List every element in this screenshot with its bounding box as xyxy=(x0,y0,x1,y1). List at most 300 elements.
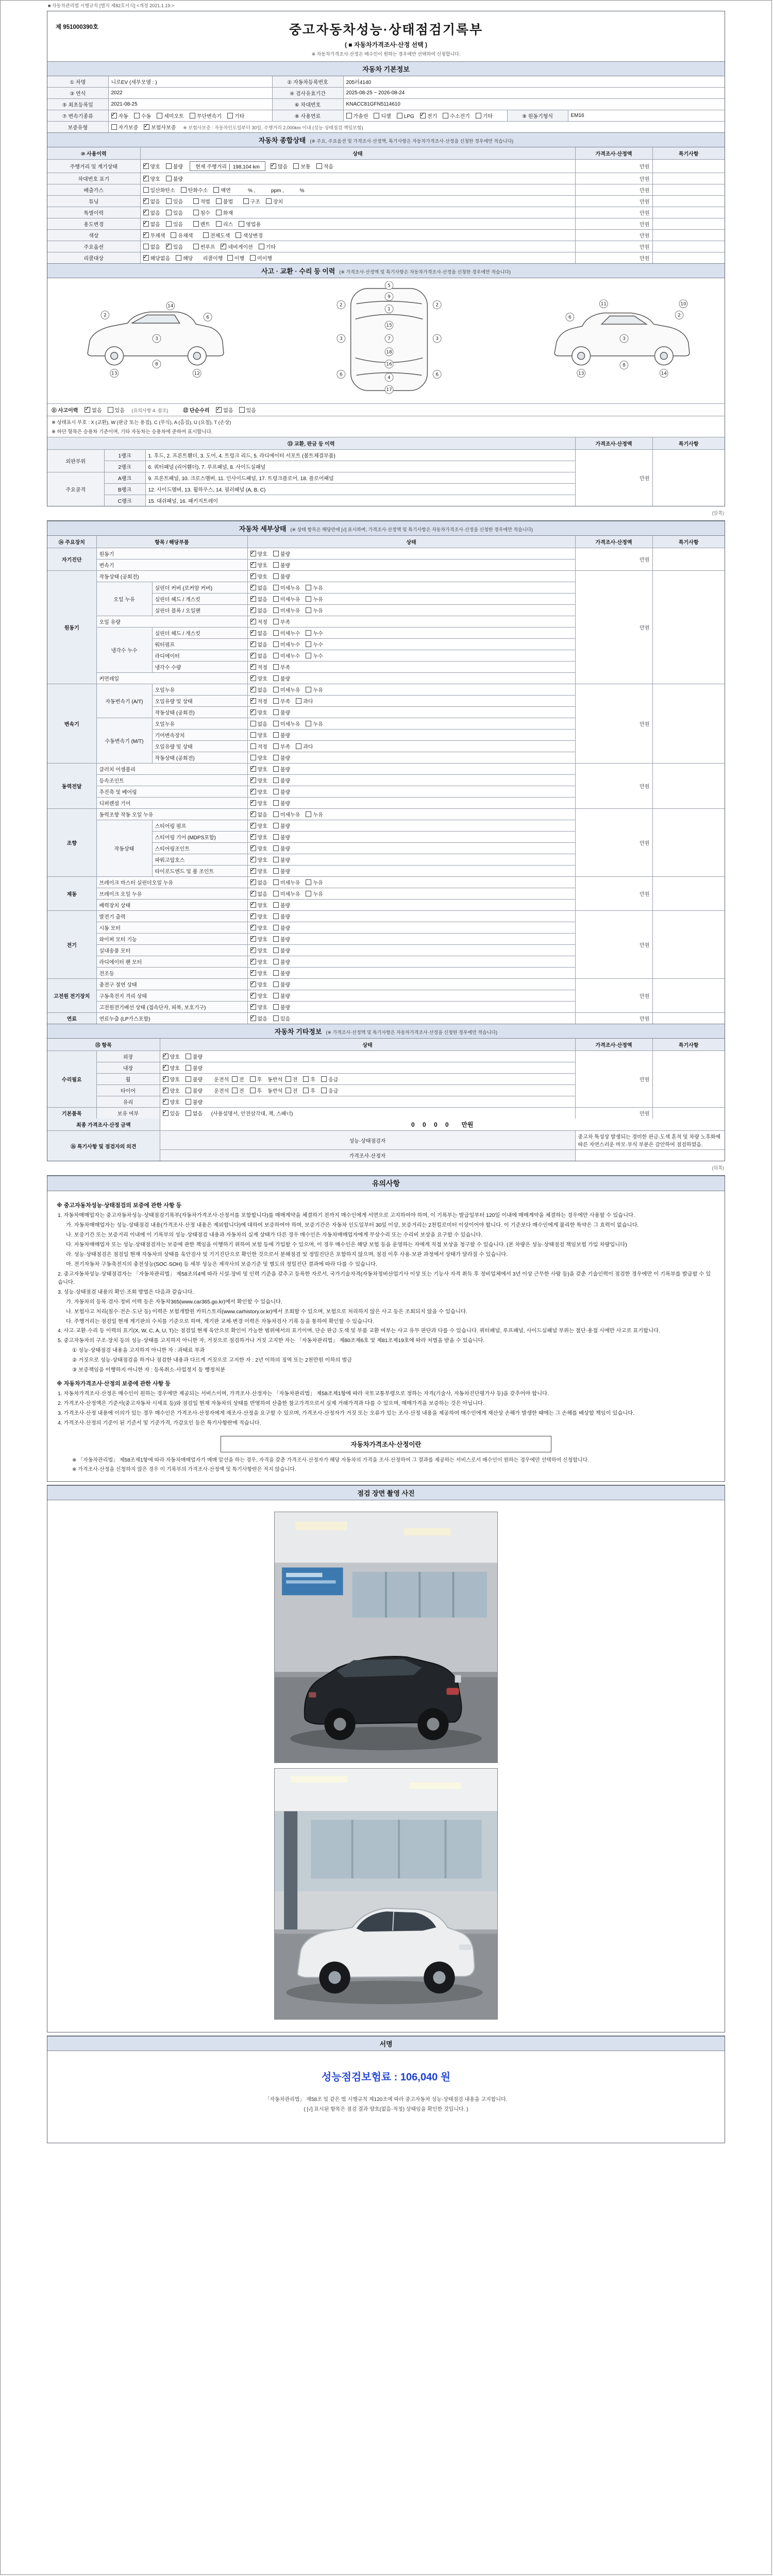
checkbox-option: ✓ 무채색 xyxy=(143,231,165,239)
item-label: 디퍼렌셜 기어 xyxy=(96,798,247,809)
usage-label: 주행거리 및 계기상태 xyxy=(47,160,140,173)
col-price: 가격조사·산정액 xyxy=(575,437,652,450)
col-note: 특기사항 xyxy=(652,147,725,160)
note-cell xyxy=(652,218,725,230)
checkbox-option: 불량 xyxy=(273,708,290,716)
title-note: ※ 자동차가격조사·산정은 매수인이 원하는 경우에만 선택하여 신청합니다. xyxy=(311,52,461,57)
item-label: 클러치 어셈블리 xyxy=(96,764,247,775)
checkbox xyxy=(303,1076,309,1082)
checkbox xyxy=(250,834,256,840)
checkbox-option: ✓ 양호 xyxy=(250,924,267,931)
accident-history-row xyxy=(47,404,725,416)
checkbox-option: ✓ 없음 xyxy=(143,197,160,205)
checkbox-option: ✓ 양호 xyxy=(250,765,267,773)
notice-line: 나. 보증기간 또는 보증거리 이내에 이 기록부의 성능·상태점검 내용과 자동차의 실제 상태가 다른 경우 매수인은 자동차매매업자에게 무상수리 또는 수리비 보상을 요구할 수 있습니다. xyxy=(66,1232,483,1238)
checkbox-option: 불량 xyxy=(273,901,290,909)
checkbox-option: 미세누유 xyxy=(273,606,300,614)
status-options xyxy=(247,605,575,616)
device-group-label: 변속기 xyxy=(47,684,96,764)
rank-parts: 12. 사이드멤버, 13. 휠하우스, 14. 필러패널 (A, B, C) xyxy=(145,484,575,495)
checkbox-option: 과다 xyxy=(296,697,313,705)
sheet-basic xyxy=(47,11,725,506)
checkbox xyxy=(306,630,311,636)
col-item: 항목 / 해당부품 xyxy=(96,536,247,548)
usage-row xyxy=(47,207,725,218)
checkbox-option: 부족 xyxy=(273,742,290,750)
price-cell: 만원 xyxy=(575,571,652,684)
svg-text:3: 3 xyxy=(155,336,158,342)
checkbox-option: 불량 xyxy=(273,935,290,943)
checkbox xyxy=(193,210,199,215)
checkbox xyxy=(306,607,311,613)
checkbox-option: 있음 xyxy=(273,1014,290,1022)
svg-text:6: 6 xyxy=(339,372,343,378)
insurance-fee-label: 성능점검보험료 : xyxy=(321,2072,398,2083)
usage-label: 주요옵션 xyxy=(47,241,140,252)
opinion-who: 가격조사·산정자 xyxy=(160,1150,575,1161)
checkbox xyxy=(316,163,322,169)
checkbox-option: LPG xyxy=(397,113,414,120)
checkbox xyxy=(273,630,279,636)
field-label: ⑧ 사용연료 xyxy=(272,110,343,122)
note-cell xyxy=(652,184,725,196)
checkbox xyxy=(157,113,162,118)
item-label: 오일 유량 xyxy=(96,616,247,628)
basic-row xyxy=(47,88,725,99)
checkbox xyxy=(250,913,256,919)
checkbox-option: 전체도색 xyxy=(203,231,230,239)
checkbox xyxy=(250,551,256,556)
checkbox-option: 있음 xyxy=(166,197,183,205)
price-cell: 만원 xyxy=(575,764,652,809)
checkbox-option: ✓ 있음 xyxy=(166,243,183,250)
checkbox xyxy=(250,993,256,998)
detail-header-row xyxy=(47,536,725,548)
checkbox xyxy=(250,1076,256,1082)
checkbox-option: ✓ 양호 xyxy=(250,901,267,909)
checkbox-option: 후 xyxy=(303,1087,315,1094)
checkbox xyxy=(250,675,256,681)
checkbox xyxy=(273,891,279,896)
checkbox-option: 누유 xyxy=(306,595,323,603)
svg-text:12: 12 xyxy=(194,371,200,377)
checkbox xyxy=(143,198,149,204)
status-options xyxy=(247,718,575,730)
checkbox-option: 영업용 xyxy=(239,220,261,228)
notice-line: ※ 자동차가격조사·산정의 보증에 관한 사항 등 xyxy=(57,1381,171,1387)
item-label: 전조등 xyxy=(96,968,247,979)
checkbox-option: ✓ 양호 xyxy=(250,776,267,784)
rank-parts: 15. 대쉬패널, 16. 패키지트레이 xyxy=(145,495,575,506)
checkbox-option: ✓ 없음 xyxy=(250,1014,267,1022)
status-options xyxy=(247,832,575,843)
checkbox xyxy=(227,113,233,118)
checkbox xyxy=(250,857,256,862)
field-label: ⑨ 원동기형식 xyxy=(507,110,568,122)
checkbox xyxy=(273,1015,279,1021)
checkbox-option: 불량 xyxy=(273,867,290,875)
insurance-fee-value: 106,040 원 xyxy=(400,2072,451,2083)
status-options xyxy=(247,900,575,911)
detail-row xyxy=(47,764,725,775)
col-price: 가격조사·산정액 xyxy=(575,536,652,548)
item-label: 타이어 xyxy=(96,1085,160,1096)
checkbox xyxy=(250,755,256,760)
checkbox xyxy=(285,1088,291,1093)
accident-history-options xyxy=(85,408,130,414)
detail-row xyxy=(47,684,725,696)
fuel-options xyxy=(343,110,507,122)
accident-history-label: ⑪ 사고이력 xyxy=(52,408,78,414)
checkbox xyxy=(273,1004,279,1010)
signature-legal-line: 「자동차관리법」 제58조 및 같은 법 시행규칙 제120조에 따라 중고자동차 성능·상태점검 내용을 고지합니다. xyxy=(264,2097,508,2103)
usage-state xyxy=(140,218,575,230)
checkbox xyxy=(250,585,256,590)
checkbox xyxy=(166,210,172,215)
inline-text: (사용설명서, 안전삼각대, 잭, 스패너) xyxy=(208,1111,293,1117)
item-label: 외장 xyxy=(96,1051,160,1062)
item-label: 작동상태 (공회전) xyxy=(152,752,247,764)
checkbox-option: 미세누수 xyxy=(273,640,300,648)
device-group-label: 자기진단 xyxy=(47,548,96,571)
item-label: 충전구 절연 상태 xyxy=(96,979,247,990)
checkbox-option: ✓ 양호 xyxy=(163,1064,180,1072)
checkbox xyxy=(273,959,279,964)
rank-legend: ※ 하단 항목은 승용차 기준이며, 기타 자동차는 승용차에 준하여 표시합니다. xyxy=(52,429,213,435)
device-group-label: 조향 xyxy=(47,809,96,877)
checkbox xyxy=(111,113,117,118)
rank-category: 외판부위 xyxy=(47,450,104,472)
checkbox-option: 불량 xyxy=(273,754,290,761)
col-note: 특기사항 xyxy=(652,1039,725,1051)
checkbox-option: 불량 xyxy=(273,765,290,773)
usage-label: 용도변경 xyxy=(47,218,140,230)
status-options xyxy=(247,956,575,968)
checkbox xyxy=(186,1054,191,1059)
device-group-label: 동력전달 xyxy=(47,764,96,809)
vin: KNACC81GFN5114610 xyxy=(343,99,725,110)
checkbox-option: 불량 xyxy=(186,1064,203,1072)
checkbox-option: 전 xyxy=(232,1087,244,1094)
basic-row xyxy=(47,122,725,133)
checkbox-option: ✓ 없음 xyxy=(216,406,233,414)
checkbox-option: 불량 xyxy=(273,1003,290,1011)
checkbox-option: ✓ 양호 xyxy=(250,935,267,943)
checkbox xyxy=(273,993,279,998)
checkbox-option: 누수 xyxy=(306,629,323,637)
checkbox-option: 미세누유 xyxy=(273,584,300,591)
item-label: 라디에이터 팬 모터 xyxy=(96,956,247,968)
checkbox-option: 누수 xyxy=(306,640,323,648)
item-label: 오일유량 및 상태 xyxy=(152,741,247,752)
device-group-label: 연료 xyxy=(47,1013,96,1024)
price-cell: 만원 xyxy=(575,979,652,1013)
status-options xyxy=(247,968,575,979)
checkbox xyxy=(193,198,199,204)
item-label: 휠 xyxy=(96,1074,160,1085)
item-label: 파워고압호스 xyxy=(152,854,247,866)
opinion-label: ⑯ 특기사항 및 점검자의 의견 xyxy=(47,1131,160,1161)
checkbox-option: 불량 xyxy=(186,1098,203,1106)
price-cell: 만원 xyxy=(575,252,652,264)
checkbox-option: 디젤 xyxy=(374,112,391,120)
checkbox-option: ✓ 전기 xyxy=(420,112,437,120)
checkbox xyxy=(306,721,311,726)
checkbox xyxy=(144,124,149,130)
item-label: 브레이크 마스터 실린더오일 누유 xyxy=(96,877,247,888)
checkbox xyxy=(271,163,276,169)
note-cell xyxy=(652,196,725,207)
item-label: 연료누출 (LP가스포함) xyxy=(96,1013,247,1024)
notice-line: 3. 가격조사·산정 내용에 이의가 있는 경우 매수인은 가격조사·산정자에게 재조사·산정을 요구할 수 있으며, 가격조사·산정자가 거짓 또는 오류가 있는 조사·산정 내용을 제공하여 매수인에게 재산상 손해가 발생한 때에는 그 손해를 배상할 책임이 있습니다. xyxy=(58,1411,635,1417)
status-options xyxy=(160,1096,575,1108)
status-options xyxy=(247,696,575,707)
signature-body xyxy=(47,2051,725,2143)
checkbox-option: 유채색 xyxy=(171,231,193,239)
transmission-options xyxy=(108,110,272,122)
checkbox xyxy=(273,607,279,613)
checkbox-option: 무단변속기 xyxy=(190,112,222,120)
checkbox-option: 탄화수소 xyxy=(181,186,208,194)
svg-text:13: 13 xyxy=(111,371,117,377)
col-state: 상태 xyxy=(247,536,575,548)
inline-text xyxy=(239,199,243,205)
item-label: 동력조향 작동 오일 누유 xyxy=(96,809,247,820)
price-cell: 만원 xyxy=(575,230,652,241)
checkbox xyxy=(143,221,149,227)
rank-header-row xyxy=(47,437,725,450)
warranty-note: ※ 보험사보증 : 자동차인도일부터 30일, 주행거리 2,000km 이내 (성능·상태점검 책임보험) xyxy=(183,125,363,130)
usage-state xyxy=(140,173,575,184)
sub-group-label: 자동변속기 (A/T) xyxy=(96,684,152,718)
svg-text:11: 11 xyxy=(600,301,607,307)
usage-row xyxy=(47,160,725,173)
svg-text:2: 2 xyxy=(104,313,107,318)
status-options xyxy=(247,888,575,900)
checkbox-option: 이행 xyxy=(227,254,244,262)
checkbox xyxy=(143,244,149,249)
checkbox xyxy=(273,777,279,783)
checkbox-option: 수동 xyxy=(134,112,151,120)
checkbox xyxy=(273,981,279,987)
checkbox-option: ✓ 양호 xyxy=(163,1075,180,1083)
checkbox-option: 응급 xyxy=(321,1075,338,1083)
field-label: ④ 검사유효기간 xyxy=(272,88,343,99)
price-cell: 만원 xyxy=(575,877,652,911)
checkbox-option: ✓ 해당없음 xyxy=(143,254,171,262)
status-options xyxy=(247,866,575,877)
checkbox-option: 적정 xyxy=(250,742,267,750)
checkbox xyxy=(250,970,256,976)
checkbox xyxy=(250,789,256,794)
checkbox-option: ✓ 양호 xyxy=(143,175,160,182)
checkbox-option: 미세누수 xyxy=(273,652,300,659)
basic-row xyxy=(47,76,725,88)
usage-state xyxy=(140,196,575,207)
checkbox xyxy=(171,232,176,238)
checkbox-option: ✓ 없음 xyxy=(250,629,267,637)
checkbox xyxy=(193,221,199,227)
checkbox-option: 누유 xyxy=(306,606,323,614)
checkbox xyxy=(273,925,279,930)
item-label: 라디에이터 xyxy=(152,650,247,662)
checkbox xyxy=(216,210,222,215)
car-damage-diagram xyxy=(49,281,729,398)
checkbox-option: 가솔린 xyxy=(346,112,368,120)
checkbox-option: 양호 xyxy=(250,731,267,739)
notice-line: 나. 보험사고 처리(침수·전손·도난 등) 이력은 보험개발원 카히스토리(www.carhistory.or.kr)에서 조회할 수 있으며, 보험으로 처리하지 않은 사고 등은 조회되지 않을 수 있습니다. xyxy=(66,1309,467,1315)
checkbox-option: 화재 xyxy=(216,209,233,216)
checkbox xyxy=(250,743,256,749)
checkbox xyxy=(216,221,222,227)
item-label: 스티어링 펌프 xyxy=(152,820,247,832)
device-group-label: 전기 xyxy=(47,911,96,979)
checkbox-option: ✓ 양호 xyxy=(250,946,267,954)
item-label: 냉각수 수량 xyxy=(152,662,247,673)
checkbox xyxy=(273,653,279,658)
checkbox-option: 기타 xyxy=(476,112,493,120)
checkbox xyxy=(306,687,311,692)
first-registration-date: 2021-08-25 xyxy=(108,99,272,110)
checkbox-option: 있음 xyxy=(108,406,125,414)
checkbox-option: 불량 xyxy=(273,912,290,920)
checkbox-option: 불량 xyxy=(273,980,290,988)
checkbox-option: 적법 xyxy=(193,197,210,205)
notice-line: ② 거짓으로 성능·상태점검을 하거나 점검한 내용과 다르게 거짓으로 고지한 자 : 2년 이하의 징역 또는 2천만원 이하의 벌금 xyxy=(72,1358,352,1364)
notice-band: 유의사항 xyxy=(47,1176,725,1191)
checkbox-option: 해당 xyxy=(176,254,193,262)
checkbox-option: 미세누유 xyxy=(273,890,300,897)
accident-band: 사고 · 교환 · 수리 등 이력 (※ 가격조사·산정액 및 특기사항은 자동차가격조사·산정을 신청한 경우에만 적습니다) xyxy=(47,263,725,278)
svg-text:9: 9 xyxy=(388,294,391,300)
notice-line: 다. 주행거리는 점검일 현재 계기판의 수치를 기준으로 하며, 계기판 교체·변경 이력은 자동차검사 기록 등을 통하여 확인할 수 있습니다. xyxy=(66,1318,374,1325)
checkbox-option: 썬루프 xyxy=(193,243,215,250)
status-options xyxy=(247,922,575,934)
notice-line: ③ 보증책임을 이행하지 아니한 자 : 등록취소·사업정지 등 행정처분 xyxy=(72,1367,226,1374)
status-options xyxy=(247,594,575,605)
note-cell xyxy=(652,571,725,684)
checkbox-option: ✓ 양호 xyxy=(250,856,267,863)
note-cell xyxy=(652,252,725,264)
price-cell: 만원 xyxy=(575,1051,652,1108)
rank-parts: 9. 프론트패널, 10. 크로스멤버, 11. 인사이드패널, 17. 트렁크플로어, 18. 플로어패널 xyxy=(145,472,575,484)
status-options xyxy=(247,582,575,594)
signature-check-line: ( [√] 표시된 항목은 점검 결과 양호(없음·적정) 상태임을 확인한 것입니다. ) xyxy=(304,2107,468,2113)
opinion-text xyxy=(575,1150,725,1161)
checkbox xyxy=(273,551,279,556)
usage-label: 차대번호 표기 xyxy=(47,173,140,184)
checkbox-option: ✓ 없음 xyxy=(143,209,160,216)
checkbox xyxy=(273,879,279,885)
price-cell: 만원 xyxy=(575,173,652,184)
checkbox xyxy=(250,562,256,568)
usage-state xyxy=(140,230,575,241)
svg-text:3: 3 xyxy=(435,336,439,342)
field-label: ⑤ 최초등록일 xyxy=(47,99,108,110)
checkbox-option: ✓ 양호 xyxy=(143,162,160,170)
checkbox-option: 불량 xyxy=(186,1075,203,1083)
col-note: 특기사항 xyxy=(652,536,725,548)
checkbox xyxy=(306,811,311,817)
checkbox xyxy=(221,244,226,249)
notice-line: ① 성능·상태점검 내용을 고지하지 아니한 자 : 과태료 부과 xyxy=(72,1348,205,1354)
note-cell xyxy=(652,173,725,184)
checkbox xyxy=(273,664,279,670)
checkbox-option: 기타 xyxy=(259,243,276,250)
status-options xyxy=(247,628,575,639)
checkbox xyxy=(306,879,311,885)
notice-line: 가. 자동차의 등록·검사·정비 이력 등은 자동차365(www.car365.go.kr)에서 확인할 수 있습니다. xyxy=(66,1299,282,1305)
status-options xyxy=(247,741,575,752)
basic-row xyxy=(47,110,725,122)
checkbox-option: 양호 xyxy=(250,754,267,761)
simple-repair-label: ⑫ 단순수리 xyxy=(183,408,210,414)
status-options xyxy=(247,798,575,809)
notice-line: 3. 성능·상태점검 내용의 확인·조회 방법은 다음과 같습니다. xyxy=(58,1289,194,1295)
svg-text:16: 16 xyxy=(386,362,392,367)
checkbox-option: ✓ 양호 xyxy=(250,550,267,557)
final-price-value: 0 0 0 0 만원 xyxy=(160,1118,725,1131)
checkbox-option: ✓ 양호 xyxy=(250,980,267,988)
item-label: 타이로드엔드 및 볼 조인트 xyxy=(152,866,247,877)
checkbox-option: 후 xyxy=(303,1075,315,1083)
inspection-photo-2 xyxy=(274,1768,498,2020)
checkbox-option: 불량 xyxy=(273,958,290,965)
page-side-note: (뒤쪽) xyxy=(712,1165,724,1171)
item-label: 기어변속장치 xyxy=(152,730,247,741)
status-options xyxy=(247,809,575,820)
checkbox xyxy=(273,687,279,692)
checkbox-option: ✓ 양호 xyxy=(163,1087,180,1094)
inspection-photo-1 xyxy=(274,1512,498,1763)
checkbox-option: ✓ 없음 xyxy=(250,878,267,886)
note-cell xyxy=(652,160,725,173)
checkbox-option: 부족 xyxy=(273,697,290,705)
checkbox-option: ✓ 없음 xyxy=(250,686,267,693)
checkbox xyxy=(293,163,299,169)
checkbox xyxy=(166,198,172,204)
status-options xyxy=(247,1013,575,1024)
checkbox-option: ✓ 양호 xyxy=(250,561,267,569)
checkbox xyxy=(250,653,256,658)
price-cell: 만원 xyxy=(575,218,652,230)
checkbox xyxy=(250,936,256,942)
legend-block xyxy=(47,416,725,437)
checkbox-option: ✓ 없음 xyxy=(250,584,267,591)
item-label: 와이퍼 모터 기능 xyxy=(96,934,247,945)
status-options xyxy=(247,945,575,956)
notice-box-line: ※ 「자동차관리법」 제58조제1항에 따라 자동차매매업자가 매매 알선을 하는 경우, 자격을 갖춘 가격조사·산정자가 해당 자동차의 가격을 조사·산정하여 그 결과를 제공하는 서비스로서 매수인이 원하는 경우에만 선택하여 신청합니다. xyxy=(72,1458,590,1464)
checkbox xyxy=(213,187,219,193)
checkbox-option: 누유 xyxy=(306,720,323,727)
checkbox-option: 불법 xyxy=(216,197,233,205)
status-options xyxy=(247,560,575,571)
sub-group-label: 수동변속기 (M/T) xyxy=(96,718,152,764)
col-price: 가격조사·산정액 xyxy=(575,1039,652,1051)
inline-text: 운전석 xyxy=(208,1089,232,1094)
status-options xyxy=(247,990,575,1002)
checkbox xyxy=(143,187,149,193)
checkbox xyxy=(243,198,249,204)
status-options xyxy=(247,548,575,560)
checkbox-option: 있음 xyxy=(239,406,256,414)
price-cell: 만원 xyxy=(575,684,652,764)
basic-info-band: 자동차 기본정보 xyxy=(47,61,725,76)
status-options xyxy=(247,707,575,718)
misc-group-label: 수리필요 xyxy=(47,1051,96,1108)
checkbox-option: 매연 xyxy=(213,186,230,194)
checkbox-option: ✓ 양호 xyxy=(250,912,267,920)
